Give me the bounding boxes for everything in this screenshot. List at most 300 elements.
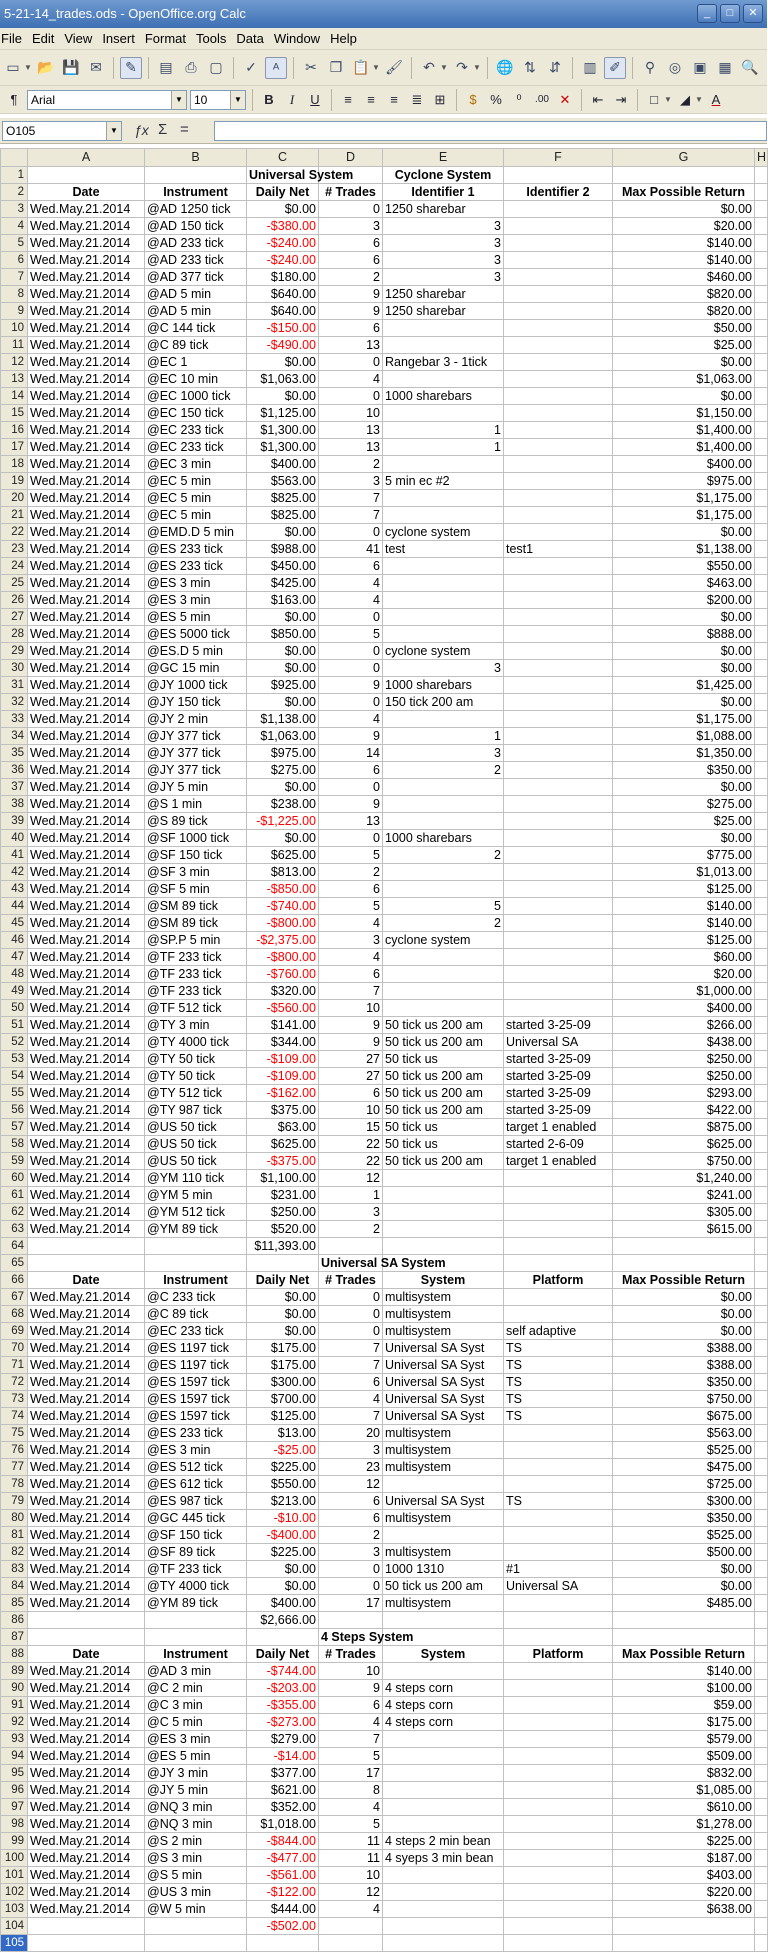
cell[interactable]: $0.00: [247, 388, 319, 405]
cell[interactable]: $610.00: [613, 1799, 755, 1816]
cell[interactable]: Wed.May.21.2014: [28, 711, 145, 728]
cell[interactable]: 2: [319, 864, 383, 881]
cell[interactable]: [755, 1136, 768, 1153]
cell[interactable]: @EC 233 tick: [145, 439, 247, 456]
row-header[interactable]: 71: [1, 1357, 28, 1374]
cell[interactable]: 0: [319, 1578, 383, 1595]
cell[interactable]: 0: [319, 1323, 383, 1340]
cell[interactable]: @AD 3 min: [145, 1663, 247, 1680]
cell[interactable]: 9: [319, 303, 383, 320]
cell[interactable]: 2: [383, 847, 504, 864]
cell[interactable]: Wed.May.21.2014: [28, 1102, 145, 1119]
save-icon[interactable]: 💾: [62, 59, 80, 75]
cell[interactable]: Wed.May.21.2014: [28, 558, 145, 575]
cell[interactable]: $400.00: [247, 456, 319, 473]
row-header[interactable]: 98: [1, 1816, 28, 1833]
cell[interactable]: $888.00: [613, 626, 755, 643]
cell[interactable]: $20.00: [613, 218, 755, 235]
cell[interactable]: 3: [383, 235, 504, 252]
cell[interactable]: Wed.May.21.2014: [28, 813, 145, 830]
cell[interactable]: [755, 1306, 768, 1323]
cell[interactable]: [755, 218, 768, 235]
cell[interactable]: @EC 150 tick: [145, 405, 247, 422]
cell[interactable]: $0.00: [613, 388, 755, 405]
cell[interactable]: [504, 337, 613, 354]
cell[interactable]: 4: [319, 949, 383, 966]
cell[interactable]: [755, 575, 768, 592]
cell[interactable]: $875.00: [613, 1119, 755, 1136]
gallery-icon[interactable]: ▣: [693, 59, 707, 75]
chevron-down-icon[interactable]: ▼: [372, 63, 380, 72]
row-header[interactable]: 10: [1, 320, 28, 337]
row-header[interactable]: 76: [1, 1442, 28, 1459]
cell[interactable]: @YM 512 tick: [145, 1204, 247, 1221]
cell[interactable]: [504, 286, 613, 303]
cell[interactable]: [383, 1816, 504, 1833]
cell[interactable]: 4: [319, 592, 383, 609]
row-header[interactable]: 95: [1, 1765, 28, 1782]
cell[interactable]: @SF 150 tick: [145, 847, 247, 864]
cell[interactable]: $625.00: [247, 847, 319, 864]
cell[interactable]: @AD 150 tick: [145, 218, 247, 235]
cell[interactable]: 1250 sharebar: [383, 303, 504, 320]
cell[interactable]: 3: [383, 745, 504, 762]
cell[interactable]: $1,018.00: [247, 1816, 319, 1833]
cell[interactable]: [383, 1867, 504, 1884]
cell[interactable]: [145, 1255, 247, 1272]
cell[interactable]: Wed.May.21.2014: [28, 1680, 145, 1697]
cell[interactable]: @SM 89 tick: [145, 898, 247, 915]
cell[interactable]: started 3-25-09: [504, 1051, 613, 1068]
cell[interactable]: [755, 1204, 768, 1221]
row-header[interactable]: 14: [1, 388, 28, 405]
chart-icon[interactable]: ▥: [583, 59, 597, 75]
cell[interactable]: $1,125.00: [247, 405, 319, 422]
cell[interactable]: 6: [319, 320, 383, 337]
cell[interactable]: [755, 626, 768, 643]
cell[interactable]: 5 min ec #2: [383, 473, 504, 490]
cell[interactable]: [504, 847, 613, 864]
row-header[interactable]: 35: [1, 745, 28, 762]
cell[interactable]: @AD 1250 tick: [145, 201, 247, 218]
cell[interactable]: Wed.May.21.2014: [28, 1884, 145, 1901]
cell[interactable]: multisystem: [383, 1595, 504, 1612]
cell[interactable]: [613, 1255, 755, 1272]
cell[interactable]: 3: [383, 218, 504, 235]
row-header[interactable]: 47: [1, 949, 28, 966]
cell[interactable]: [504, 456, 613, 473]
cell[interactable]: $1,063.00: [247, 728, 319, 745]
delete-decimal-icon[interactable]: ✕: [559, 91, 571, 107]
cell[interactable]: $266.00: [613, 1017, 755, 1034]
row-header[interactable]: 36: [1, 762, 28, 779]
cell[interactable]: -$1,225.00: [247, 813, 319, 830]
cell[interactable]: [504, 1442, 613, 1459]
cell[interactable]: 0: [319, 524, 383, 541]
row-header[interactable]: 88: [1, 1646, 28, 1663]
cell[interactable]: $175.00: [247, 1357, 319, 1374]
cell[interactable]: Identifier 2: [504, 184, 613, 201]
cell[interactable]: 17: [319, 1595, 383, 1612]
menu-help[interactable]: Help: [330, 31, 357, 46]
row-header[interactable]: 58: [1, 1136, 28, 1153]
row-header[interactable]: 99: [1, 1833, 28, 1850]
cell[interactable]: $403.00: [613, 1867, 755, 1884]
cell[interactable]: 5: [319, 1748, 383, 1765]
cell[interactable]: @EC 233 tick: [145, 1323, 247, 1340]
cell[interactable]: $988.00: [247, 541, 319, 558]
cell[interactable]: 7: [319, 1408, 383, 1425]
cell[interactable]: $1,013.00: [613, 864, 755, 881]
styles-icon[interactable]: ¶: [10, 92, 18, 107]
cell[interactable]: 0: [319, 609, 383, 626]
cell[interactable]: Wed.May.21.2014: [28, 1765, 145, 1782]
cell[interactable]: [755, 1476, 768, 1493]
cell[interactable]: multisystem: [383, 1442, 504, 1459]
cell[interactable]: [755, 473, 768, 490]
cell[interactable]: @YM 89 tick: [145, 1595, 247, 1612]
cell[interactable]: [504, 422, 613, 439]
cell[interactable]: Universal SA Syst: [383, 1340, 504, 1357]
row-header[interactable]: 15: [1, 405, 28, 422]
chevron-down-icon[interactable]: ▼: [171, 91, 186, 109]
cell[interactable]: $125.00: [247, 1408, 319, 1425]
cell[interactable]: @SF 89 tick: [145, 1544, 247, 1561]
cell[interactable]: @ES.D 5 min: [145, 643, 247, 660]
cell[interactable]: Instrument: [145, 1646, 247, 1663]
cell[interactable]: 6: [319, 881, 383, 898]
navigator-icon[interactable]: ◎: [668, 59, 682, 75]
chevron-down-icon[interactable]: ▼: [695, 95, 703, 104]
cell[interactable]: 3: [319, 932, 383, 949]
cell[interactable]: [755, 167, 768, 184]
cell[interactable]: [613, 1612, 755, 1629]
cell[interactable]: [755, 235, 768, 252]
row-header[interactable]: 37: [1, 779, 28, 796]
cell[interactable]: @TY 4000 tick: [145, 1578, 247, 1595]
row-header[interactable]: 54: [1, 1068, 28, 1085]
cell[interactable]: [504, 1527, 613, 1544]
cell[interactable]: $820.00: [613, 286, 755, 303]
cell[interactable]: Platform: [504, 1272, 613, 1289]
cell[interactable]: [755, 1221, 768, 1238]
cell[interactable]: @TF 512 tick: [145, 1000, 247, 1017]
cell[interactable]: [755, 558, 768, 575]
cell[interactable]: 4 steps corn: [383, 1680, 504, 1697]
cell[interactable]: $0.00: [613, 1289, 755, 1306]
row-header[interactable]: 62: [1, 1204, 28, 1221]
cell[interactable]: [383, 1918, 504, 1935]
cell[interactable]: $975.00: [613, 473, 755, 490]
cell[interactable]: [755, 1051, 768, 1068]
cell[interactable]: Instrument: [145, 1272, 247, 1289]
cell[interactable]: Wed.May.21.2014: [28, 1204, 145, 1221]
row-header[interactable]: 64: [1, 1238, 28, 1255]
row-header[interactable]: 79: [1, 1493, 28, 1510]
cell[interactable]: [504, 898, 613, 915]
cell[interactable]: $525.00: [613, 1527, 755, 1544]
cell[interactable]: -$560.00: [247, 1000, 319, 1017]
cell[interactable]: [383, 1221, 504, 1238]
cell[interactable]: @AD 5 min: [145, 303, 247, 320]
cell[interactable]: [504, 1595, 613, 1612]
cell[interactable]: Wed.May.21.2014: [28, 1833, 145, 1850]
cell[interactable]: $0.00: [613, 643, 755, 660]
cell[interactable]: Wed.May.21.2014: [28, 1408, 145, 1425]
row-header[interactable]: 32: [1, 694, 28, 711]
cell[interactable]: [383, 711, 504, 728]
cell[interactable]: [504, 1816, 613, 1833]
cell[interactable]: Wed.May.21.2014: [28, 439, 145, 456]
row-header[interactable]: 65: [1, 1255, 28, 1272]
cell[interactable]: Identifier 1: [383, 184, 504, 201]
cell[interactable]: 12: [319, 1884, 383, 1901]
cell[interactable]: [504, 694, 613, 711]
cell[interactable]: @TF 233 tick: [145, 983, 247, 1000]
cell[interactable]: @AD 233 tick: [145, 252, 247, 269]
row-header[interactable]: 73: [1, 1391, 28, 1408]
cell[interactable]: [383, 1731, 504, 1748]
menu-view[interactable]: View: [64, 31, 93, 46]
cell[interactable]: $1,425.00: [613, 677, 755, 694]
cell[interactable]: 6: [319, 1374, 383, 1391]
cell[interactable]: [755, 1646, 768, 1663]
cell[interactable]: [755, 1255, 768, 1272]
cell[interactable]: $125.00: [613, 932, 755, 949]
cell[interactable]: Wed.May.21.2014: [28, 1306, 145, 1323]
cell[interactable]: Wed.May.21.2014: [28, 303, 145, 320]
cell[interactable]: $0.00: [613, 694, 755, 711]
cell[interactable]: [383, 1799, 504, 1816]
row-header[interactable]: 105: [1, 1935, 28, 1952]
row-header[interactable]: 80: [1, 1510, 28, 1527]
cell[interactable]: [504, 405, 613, 422]
cell[interactable]: 4: [319, 711, 383, 728]
column-header[interactable]: A: [28, 149, 145, 167]
cell[interactable]: -$273.00: [247, 1714, 319, 1731]
cell[interactable]: 4: [319, 575, 383, 592]
cell[interactable]: [504, 1204, 613, 1221]
chevron-down-icon[interactable]: ▼: [664, 95, 672, 104]
cell[interactable]: Wed.May.21.2014: [28, 898, 145, 915]
cell[interactable]: $625.00: [613, 1136, 755, 1153]
cell[interactable]: Wed.May.21.2014: [28, 1782, 145, 1799]
row-header[interactable]: 6: [1, 252, 28, 269]
cell[interactable]: $460.00: [613, 269, 755, 286]
cell[interactable]: 3: [319, 1442, 383, 1459]
cell[interactable]: [755, 1765, 768, 1782]
cell[interactable]: [247, 1255, 319, 1272]
cell[interactable]: [755, 1017, 768, 1034]
decrease-indent-icon[interactable]: ⇤: [592, 91, 604, 107]
find-icon[interactable]: ⚲: [644, 59, 656, 75]
cell[interactable]: multisystem: [383, 1306, 504, 1323]
cell[interactable]: [383, 881, 504, 898]
cell[interactable]: $0.00: [247, 1561, 319, 1578]
row-header[interactable]: 72: [1, 1374, 28, 1391]
copy-icon[interactable]: ❐: [329, 59, 343, 75]
cell[interactable]: [504, 881, 613, 898]
cell[interactable]: Wed.May.21.2014: [28, 286, 145, 303]
row-header[interactable]: 8: [1, 286, 28, 303]
cell[interactable]: $1,300.00: [247, 422, 319, 439]
cell[interactable]: [755, 711, 768, 728]
row-header[interactable]: 16: [1, 422, 28, 439]
cell[interactable]: -$800.00: [247, 949, 319, 966]
cell[interactable]: @ES 3 min: [145, 575, 247, 592]
row-header[interactable]: 33: [1, 711, 28, 728]
cell[interactable]: $0.00: [247, 201, 319, 218]
cell[interactable]: [504, 830, 613, 847]
row-header[interactable]: 22: [1, 524, 28, 541]
cell[interactable]: @SM 89 tick: [145, 915, 247, 932]
row-header[interactable]: 48: [1, 966, 28, 983]
cell[interactable]: 1000 sharebars: [383, 388, 504, 405]
cell[interactable]: @EC 10 min: [145, 371, 247, 388]
cell[interactable]: [504, 320, 613, 337]
font-size-select[interactable]: [190, 90, 246, 110]
datasources-icon[interactable]: ▦: [718, 59, 732, 75]
cell[interactable]: # Trades: [319, 184, 383, 201]
cell[interactable]: $1,063.00: [247, 371, 319, 388]
cell[interactable]: cyclone system: [383, 524, 504, 541]
cell[interactable]: [319, 1935, 383, 1952]
cell[interactable]: $140.00: [613, 915, 755, 932]
cell[interactable]: [504, 388, 613, 405]
cell[interactable]: 2: [383, 762, 504, 779]
cell[interactable]: Wed.May.21.2014: [28, 1153, 145, 1170]
cell[interactable]: @ES 233 tick: [145, 558, 247, 575]
cell[interactable]: 13: [319, 813, 383, 830]
undo-icon[interactable]: ↶: [423, 59, 435, 75]
new-icon[interactable]: ▭: [6, 59, 20, 75]
cell[interactable]: $141.00: [247, 1017, 319, 1034]
row-header[interactable]: 17: [1, 439, 28, 456]
row-header[interactable]: 66: [1, 1272, 28, 1289]
cell[interactable]: [755, 609, 768, 626]
cell[interactable]: $275.00: [613, 796, 755, 813]
cell[interactable]: Wed.May.21.2014: [28, 405, 145, 422]
cell[interactable]: 12: [319, 1170, 383, 1187]
cell[interactable]: [145, 1612, 247, 1629]
cell[interactable]: 23: [319, 1459, 383, 1476]
cell[interactable]: Wed.May.21.2014: [28, 507, 145, 524]
cell[interactable]: -$240.00: [247, 235, 319, 252]
cell[interactable]: -$844.00: [247, 1833, 319, 1850]
cell[interactable]: [755, 405, 768, 422]
cell[interactable]: @TY 987 tick: [145, 1102, 247, 1119]
row-header[interactable]: 100: [1, 1850, 28, 1867]
cell[interactable]: $225.00: [247, 1544, 319, 1561]
cell[interactable]: $344.00: [247, 1034, 319, 1051]
cell[interactable]: $0.00: [613, 524, 755, 541]
cell[interactable]: 7: [319, 507, 383, 524]
cell[interactable]: [504, 1867, 613, 1884]
cell[interactable]: @ES 5 min: [145, 609, 247, 626]
cell[interactable]: [755, 1544, 768, 1561]
cell[interactable]: [755, 1714, 768, 1731]
cell[interactable]: @ES 1597 tick: [145, 1374, 247, 1391]
cell[interactable]: 3: [383, 269, 504, 286]
percent-icon[interactable]: %: [490, 92, 502, 107]
cell[interactable]: $241.00: [613, 1187, 755, 1204]
cell[interactable]: 2: [319, 1527, 383, 1544]
cell[interactable]: [755, 1935, 768, 1952]
cell[interactable]: [755, 1816, 768, 1833]
cell[interactable]: Wed.May.21.2014: [28, 1578, 145, 1595]
cell[interactable]: Wed.May.21.2014: [28, 1850, 145, 1867]
cell[interactable]: $500.00: [613, 1544, 755, 1561]
cell[interactable]: [504, 1459, 613, 1476]
cell[interactable]: [504, 1731, 613, 1748]
cell[interactable]: [755, 1663, 768, 1680]
cell[interactable]: $163.00: [247, 592, 319, 609]
bold-icon[interactable]: B: [264, 92, 274, 107]
cell[interactable]: $438.00: [613, 1034, 755, 1051]
cell[interactable]: @ES 3 min: [145, 1731, 247, 1748]
cell[interactable]: $825.00: [247, 507, 319, 524]
cell[interactable]: [755, 456, 768, 473]
cell[interactable]: [504, 1748, 613, 1765]
cell[interactable]: $25.00: [613, 337, 755, 354]
spellcheck-icon[interactable]: ✓: [245, 59, 257, 75]
cell[interactable]: Wed.May.21.2014: [28, 745, 145, 762]
cell[interactable]: -$2,375.00: [247, 932, 319, 949]
cell[interactable]: Wed.May.21.2014: [28, 1510, 145, 1527]
show-draw-icon[interactable]: ✐: [604, 57, 626, 79]
cell[interactable]: $305.00: [613, 1204, 755, 1221]
cell[interactable]: multisystem: [383, 1289, 504, 1306]
cell[interactable]: @EC 3 min: [145, 456, 247, 473]
cell[interactable]: 10: [319, 1663, 383, 1680]
cell[interactable]: $775.00: [613, 847, 755, 864]
row-header[interactable]: 27: [1, 609, 28, 626]
cell[interactable]: Max Possible Return: [613, 1646, 755, 1663]
cell[interactable]: $1,063.00: [613, 371, 755, 388]
row-header[interactable]: 101: [1, 1867, 28, 1884]
cell[interactable]: [755, 694, 768, 711]
cell[interactable]: $0.00: [247, 609, 319, 626]
cell[interactable]: [383, 1782, 504, 1799]
cell[interactable]: $388.00: [613, 1340, 755, 1357]
cell[interactable]: 0: [319, 1306, 383, 1323]
cell[interactable]: $300.00: [247, 1374, 319, 1391]
cell[interactable]: Daily Net: [247, 184, 319, 201]
cell[interactable]: [504, 813, 613, 830]
cell[interactable]: Wed.May.21.2014: [28, 643, 145, 660]
cell[interactable]: $0.00: [613, 609, 755, 626]
merge-cells-icon[interactable]: ⊞: [434, 91, 446, 107]
cell[interactable]: 7: [319, 983, 383, 1000]
cell[interactable]: [755, 320, 768, 337]
cell[interactable]: 10: [319, 1102, 383, 1119]
cell[interactable]: [383, 575, 504, 592]
cell[interactable]: @TF 233 tick: [145, 949, 247, 966]
cell[interactable]: [383, 1765, 504, 1782]
row-header[interactable]: 69: [1, 1323, 28, 1340]
cell[interactable]: Wed.May.21.2014: [28, 1323, 145, 1340]
cell[interactable]: $231.00: [247, 1187, 319, 1204]
cell[interactable]: [383, 796, 504, 813]
cell[interactable]: -$355.00: [247, 1697, 319, 1714]
cell[interactable]: 0: [319, 779, 383, 796]
cell[interactable]: [755, 252, 768, 269]
row-header[interactable]: 89: [1, 1663, 28, 1680]
cell[interactable]: @TF 233 tick: [145, 1561, 247, 1578]
cell[interactable]: [383, 626, 504, 643]
cell[interactable]: @EC 5 min: [145, 473, 247, 490]
cell[interactable]: Wed.May.21.2014: [28, 269, 145, 286]
